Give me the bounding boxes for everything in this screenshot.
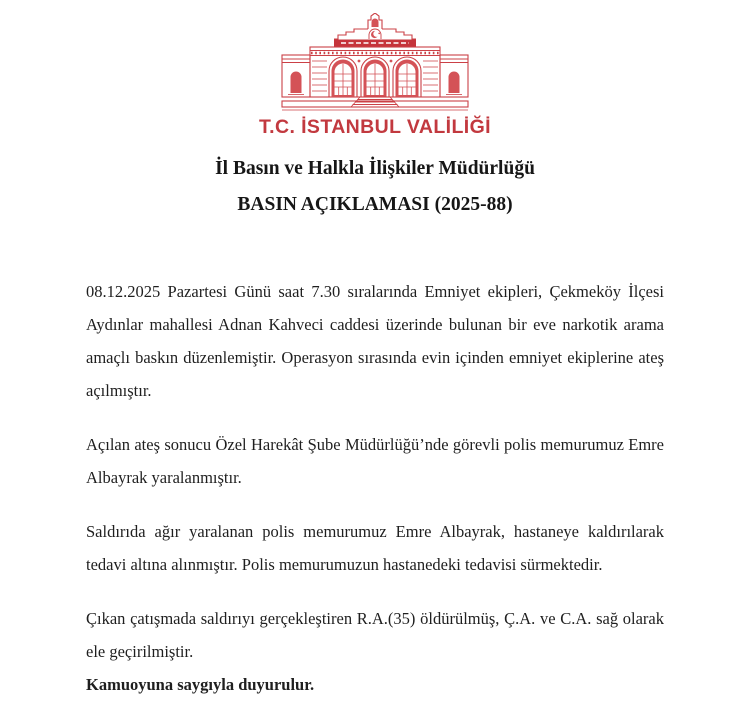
closing-statement: Kamuoyuna saygıyla duyurulur. [86,675,315,694]
paragraph-injury: Açılan ateş sonucu Özel Harekât Şube Müdürlüğü’nde görevli polis memurumuz Emre Albayrak yaralanmıştır. [86,435,664,487]
paragraph-outcome: Çıkan çatışmada saldırıyı gerçekleştiren R.A.(35) öldürülmüş, Ç.A. ve C.A. sağ olarak ele geçirilmiştir. [86,609,664,661]
department-heading: İl Basın ve Halkla İlişkiler Müdürlüğü [215,158,535,179]
document-title: BASIN AÇIKLAMASI (2025-88) [237,194,513,215]
paragraph-incident: 08.12.2025 Pazartesi Günü saat 7.30 sıralarında Emniyet ekipleri, Çekmeköy İlçesi Aydınlar mahallesi Adnan Kahveci caddesi üzerinde bulunan bir eve narkotik arama amaçlı baskın düzenlemiştir. Operasyon sırasında evin içinden emniyet ekiplerine ateş açılmıştır. [86,282,664,400]
logo [0,0,750,139]
paragraph-treatment: Saldırıda ağır yaralanan polis memurumuz Emre Albayrak, hastaneye kaldırılarak tedavi altına alınmıştır. Polis memurumuzun hastanedeki tedavisi sürmektedir. [86,522,664,574]
press-release-body [86,275,664,701]
institution-name: T.C. İSTANBUL VALİLİĞİ [259,116,491,138]
governorship-building-icon [280,13,470,113]
